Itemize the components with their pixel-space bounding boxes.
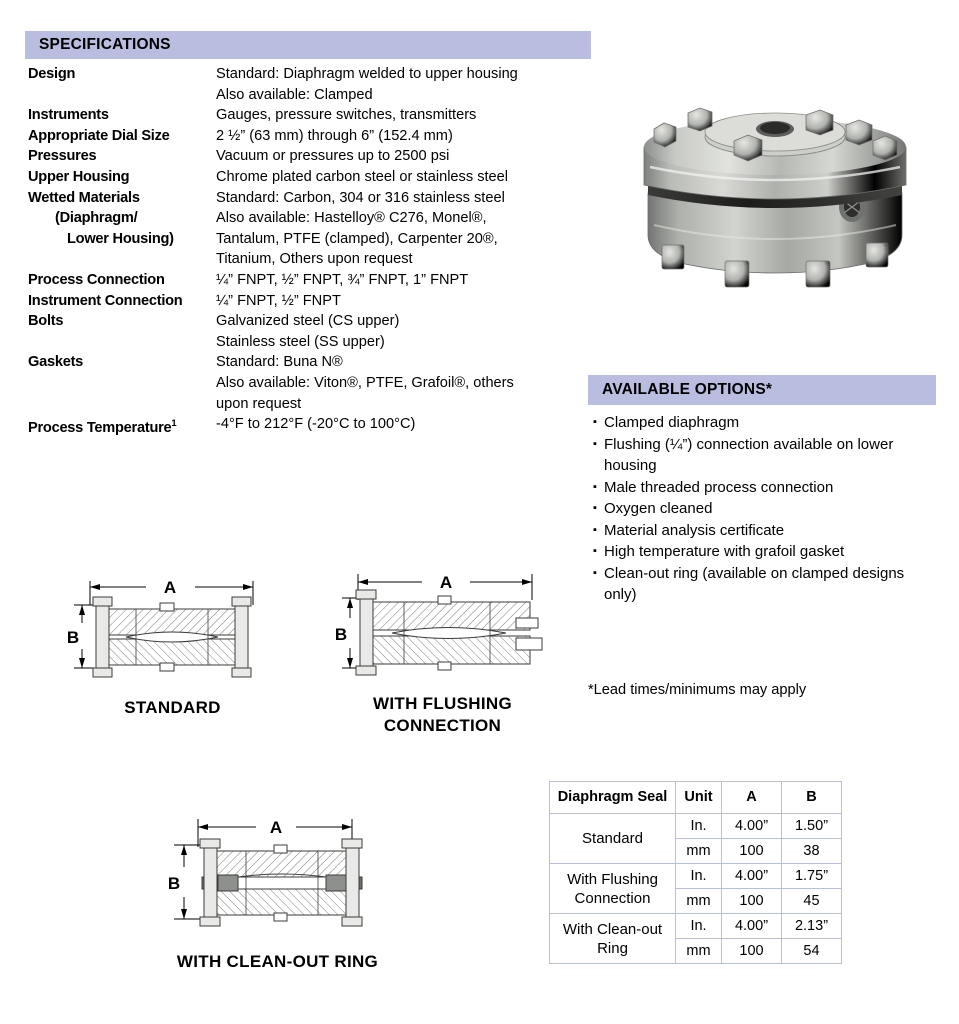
- spec-row: [25, 126, 595, 147]
- option-list-item: [590, 520, 940, 542]
- option-list-item: [590, 563, 940, 606]
- dim-label-b: B: [66, 628, 80, 647]
- spec-label: Bolts: [28, 313, 64, 330]
- spec-row: [25, 229, 595, 250]
- spec-value: Chrome plated carbon steel or stainless steel: [216, 168, 509, 185]
- spec-label: (Diaphragm/: [55, 210, 138, 227]
- spec-row: [25, 249, 595, 270]
- table-header-row: [550, 782, 842, 814]
- spec-value: -4°F to 212°F (-20°C to 100°C): [216, 416, 416, 433]
- cell-unit-mm: mm: [676, 939, 722, 964]
- spec-label: Process Connection: [28, 271, 165, 288]
- figure-flushing-connection: [330, 560, 555, 737]
- option-label: Male threaded process connection: [604, 478, 834, 496]
- spec-value: Vacuum or pressures up to 2500 psi: [216, 148, 450, 165]
- spec-row: [25, 105, 595, 126]
- table-row: [550, 814, 842, 839]
- spec-value: Standard: Carbon, 304 or 316 stainless steel: [216, 189, 505, 206]
- cell-b-inches: 1.50”: [782, 814, 842, 839]
- spec-row: [25, 188, 595, 209]
- spec-row: [25, 414, 595, 438]
- header-diaphragm-seal: Diaphragm Seal: [550, 782, 676, 814]
- spec-value: Tantalum, PTFE (clamped), Carpenter 20®,: [216, 230, 498, 247]
- available-options-header-bar: [588, 375, 936, 405]
- cell-unit-mm: mm: [676, 889, 722, 914]
- spec-label: Gaskets: [28, 354, 84, 371]
- spec-value: Standard: Diaphragm welded to upper housing: [216, 66, 518, 82]
- option-list-item: [590, 477, 940, 499]
- option-list-item: [590, 412, 940, 434]
- spec-row: [25, 291, 595, 312]
- cell-b-mm: 45: [782, 889, 842, 914]
- header-a: A: [722, 782, 782, 814]
- available-options-list: [590, 412, 940, 606]
- spec-label: Design: [28, 66, 76, 82]
- spec-label: Upper Housing: [28, 168, 130, 185]
- figure-flushing-caption: WITH FLUSHING CONNECTION: [373, 694, 512, 735]
- product-photo-diaphragm-seal: [630, 85, 920, 290]
- header-b: B: [782, 782, 842, 814]
- cell-b-inches: 1.75”: [782, 864, 842, 889]
- spec-value: upon request: [216, 395, 302, 412]
- cell-seal-type: Standard: [550, 814, 676, 864]
- spec-value: 2 ½” (63 mm) through 6” (152.4 mm): [216, 127, 453, 144]
- dim-label-a: A: [269, 818, 283, 837]
- cell-unit-inches: In.: [676, 914, 722, 939]
- spec-value: Titanium, Others upon request: [216, 251, 413, 268]
- spec-row: [25, 85, 595, 106]
- spec-row: [25, 352, 595, 373]
- spec-value: Galvanized steel (CS upper): [216, 313, 400, 330]
- cell-unit-inches: In.: [676, 864, 722, 889]
- cell-unit-mm: mm: [676, 839, 722, 864]
- specifications-header-bar: [25, 31, 591, 59]
- option-list-item: [590, 434, 940, 477]
- spec-row: [25, 311, 595, 332]
- spec-label: Lower Housing): [67, 230, 174, 247]
- header-unit: Unit: [676, 782, 722, 814]
- spec-label: Wetted Materials: [28, 189, 140, 206]
- option-list-item: [590, 541, 940, 563]
- spec-row: [25, 394, 595, 415]
- cell-unit-inches: In.: [676, 814, 722, 839]
- dim-label-b: B: [167, 874, 181, 893]
- spec-label: Process Temperature$^1$: [28, 418, 177, 436]
- option-list-item: [590, 498, 940, 520]
- cell-a-mm: 100: [722, 889, 782, 914]
- dimension-table-head: [550, 782, 842, 814]
- table-row: [550, 914, 842, 939]
- spec-row: [25, 146, 595, 167]
- spec-value: Standard: Buna N®: [216, 354, 343, 371]
- table-row: [550, 864, 842, 889]
- bullet-icon: ▪: [593, 416, 597, 428]
- dimension-table-body: [550, 814, 842, 964]
- spec-label: Instruments: [28, 107, 109, 124]
- dim-label-a: A: [439, 573, 453, 592]
- spec-row: [25, 373, 595, 394]
- spec-value: ¼” FNPT, ½” FNPT, ¾” FNPT, 1” FNPT: [216, 271, 469, 288]
- cell-a-mm: 100: [722, 839, 782, 864]
- option-label: High temperature with grafoil gasket: [604, 543, 845, 560]
- spec-row: [25, 64, 595, 85]
- option-label: Flushing (¼”) connection available on lower housing: [604, 435, 894, 474]
- spec-value: Stainless steel (SS upper): [216, 333, 385, 350]
- available-options-title: AVAILABLE OPTIONS*: [602, 381, 773, 398]
- dim-label-a: A: [163, 578, 177, 597]
- cell-a-inches: 4.00”: [722, 864, 782, 889]
- spec-footnote-marker: 1: [171, 418, 177, 430]
- cell-b-mm: 38: [782, 839, 842, 864]
- dimension-table: [549, 781, 842, 964]
- spec-label: Appropriate Dial Size: [28, 127, 170, 144]
- option-label: Clamped diaphragm: [604, 414, 740, 431]
- specifications-title: SPECIFICATIONS: [39, 36, 171, 53]
- spec-value: ¼” FNPT, ½” FNPT: [216, 292, 341, 309]
- spec-row: [25, 270, 595, 291]
- cell-seal-type: With Clean-out Ring: [550, 914, 676, 964]
- option-label: Material analysis certificate: [604, 521, 785, 539]
- cell-seal-type: With Flushing Connection: [550, 864, 676, 914]
- spec-value: Also available: Hastelloy® C276, Monel®,: [216, 210, 487, 227]
- lead-time-footnote: *Lead times/minimums may apply: [588, 682, 807, 698]
- bullet-icon: ▪: [593, 480, 597, 493]
- spec-row: [25, 208, 595, 229]
- dim-label-b: B: [334, 625, 348, 644]
- figure-cleanout-caption: WITH CLEAN-OUT RING: [176, 952, 379, 971]
- bullet-icon: ▪: [593, 545, 597, 557]
- figure-standard: [60, 565, 285, 719]
- option-label: Clean-out ring (available on clamped designs only): [604, 564, 905, 603]
- figure-standard-caption: STANDARD: [124, 698, 221, 717]
- cell-a-inches: 4.00”: [722, 914, 782, 939]
- bullet-icon: ▪: [593, 437, 597, 450]
- cell-a-mm: 100: [722, 939, 782, 964]
- figure-cleanout-ring: [160, 805, 395, 973]
- spec-value: Gauges, pressure switches, transmitters: [216, 107, 477, 124]
- specifications-list: [25, 64, 595, 439]
- spec-value: Also available: Clamped: [216, 86, 373, 103]
- cell-b-inches: 2.13”: [782, 914, 842, 939]
- option-label: Oxygen cleaned: [604, 500, 713, 517]
- bullet-icon: ▪: [593, 566, 597, 579]
- spec-label: Instrument Connection: [28, 292, 183, 309]
- bullet-icon: ▪: [593, 502, 597, 514]
- spec-row: [25, 167, 595, 188]
- spec-label: Pressures: [28, 148, 97, 165]
- spec-row: [25, 332, 595, 353]
- spec-value: Also available: Viton®, PTFE, Grafoil®, others: [216, 374, 514, 391]
- bullet-icon: ▪: [593, 523, 597, 536]
- cell-b-mm: 54: [782, 939, 842, 964]
- cell-a-inches: 4.00”: [722, 814, 782, 839]
